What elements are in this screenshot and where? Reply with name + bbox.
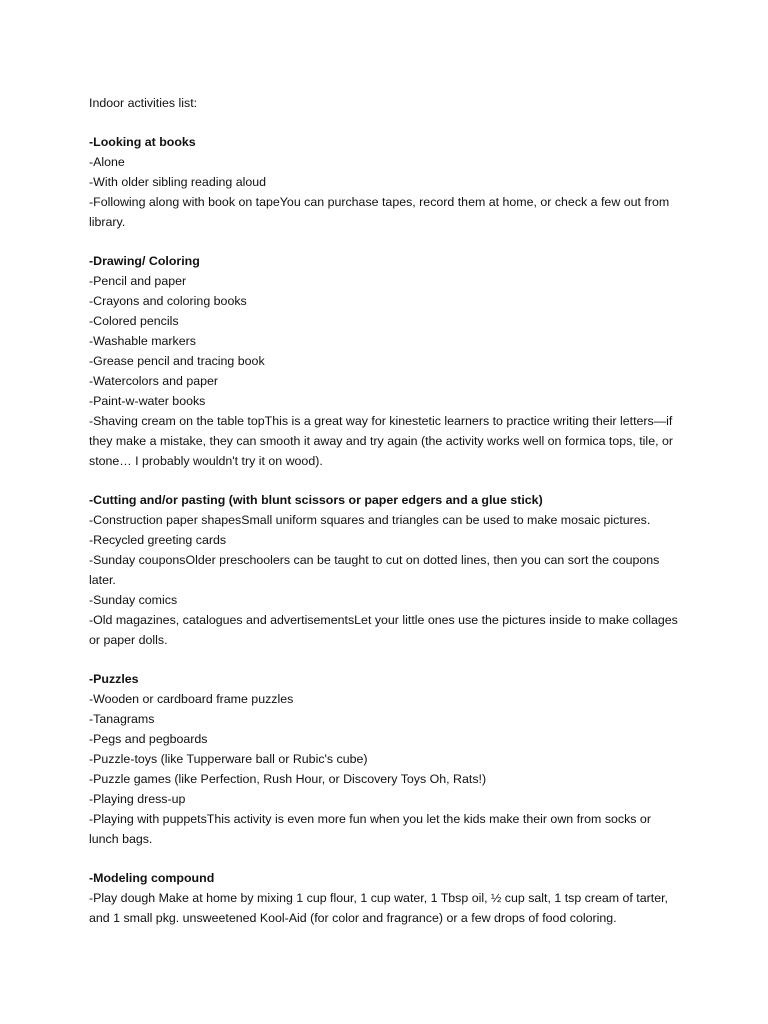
list-item: -Sunday couponsOlder preschoolers can be taught to cut on dotted lines, then you can sort the coupons later. [89,553,660,587]
list-item: -Puzzle games (like Perfection, Rush Hour, or Discovery Toys Oh, Rats!) [89,772,487,786]
document-page [89,93,689,928]
list-item: -Colored pencils [89,314,179,328]
list-item: -Pegs and pegboards [89,732,208,746]
spacer [89,113,689,132]
spacer [89,471,689,490]
list-item: -Playing dress-up [89,792,186,806]
list-item: -Puzzle-toys (like Tupperware ball or Rubic's cube) [89,752,368,766]
section-heading-puzzles: -Puzzles [89,672,139,686]
list-item: -Tanagrams [89,712,155,726]
section-heading-modeling: -Modeling compound [89,871,215,885]
spacer [89,849,689,868]
list-item: -Following along with book on tapeYou can purchase tapes, record them at home, or check a few out from library. [89,195,670,229]
section-heading-cutting: -Cutting and/or pasting (with blunt scissors or paper edgers and a glue stick) [89,493,543,507]
list-item: -With older sibling reading aloud [89,175,267,189]
list-item: -Recycled greeting cards [89,533,227,547]
list-item: -Pencil and paper [89,274,187,288]
list-item: -Grease pencil and tracing book [89,354,265,368]
list-item: -Paint-w-water books [89,394,206,408]
list-item: -Playing with puppetsThis activity is even more fun when you let the kids make their own from socks or lunch bags. [89,812,651,846]
list-item: -Shaving cream on the table topThis is a great way for kinestetic learners to practice writing their letters—if they make a mistake, they can smooth it away and try again (the activity works well on formica tops, tile, or stone… I probably wouldn't try it on wood). [89,414,673,468]
list-item: -Play dough Make at home by mixing 1 cup flour, 1 cup water, 1 Tbsp oil, ½ cup salt, 1 tsp cream of tarter, and 1 small pkg. unsweetened Kool-Aid (for color and fragrance) or a few drops of food coloring. [89,891,668,925]
list-item: -Watercolors and paper [89,374,219,388]
list-item: -Crayons and coloring books [89,294,247,308]
spacer [89,232,689,251]
list-item: -Washable markers [89,334,196,348]
list-item: -Old magazines, catalogues and advertisementsLet your little ones use the pictures inside to make collages or paper dolls. [89,613,678,647]
spacer [89,650,689,669]
list-item: -Wooden or cardboard frame puzzles [89,692,294,706]
section-heading-books: -Looking at books [89,135,196,149]
document-title: Indoor activities list: [89,96,198,110]
list-item: -Alone [89,155,125,169]
list-item: -Sunday comics [89,593,178,607]
section-heading-drawing: -Drawing/ Coloring [89,254,200,268]
list-item: -Construction paper shapesSmall uniform squares and triangles can be used to make mosaic pictures. [89,513,651,527]
